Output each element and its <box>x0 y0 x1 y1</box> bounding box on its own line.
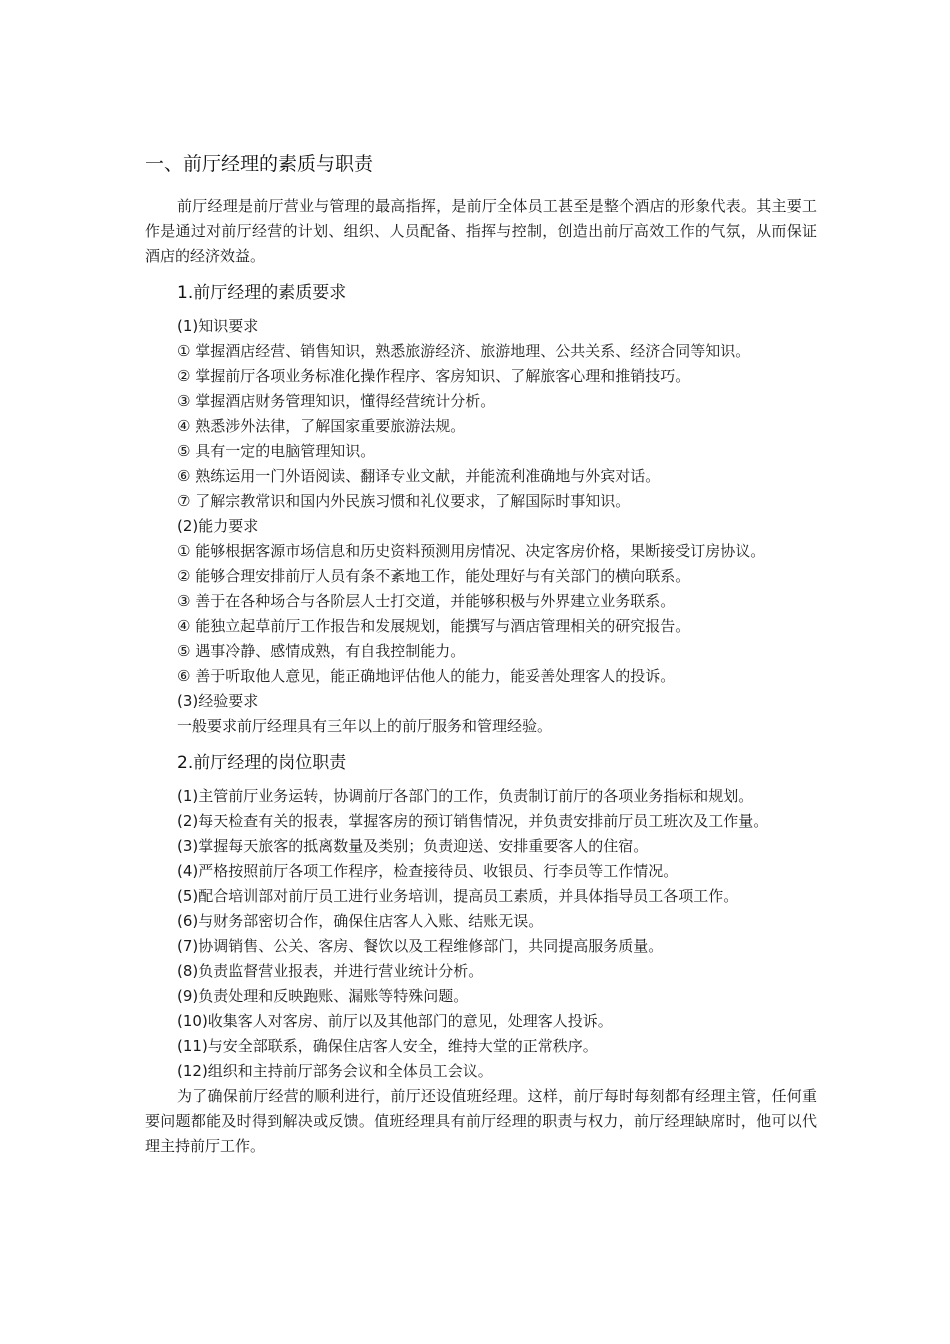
knowledge-item: ⑤ 具有一定的电脑管理知识。 <box>177 442 376 460</box>
knowledge-item: ③ 掌握酒店财务管理知识，懂得经营统计分析。 <box>177 392 496 410</box>
ability-item: ⑤ 遇事冷静、感情成熟，有自我控制能力。 <box>177 642 466 660</box>
duty-item: (3)掌握每天旅客的抵离数量及类别；负责迎送、安排重要客人的住宿。 <box>177 837 649 855</box>
duty-item: (12)组织和主持前厅部务会议和全体员工会议。 <box>177 1062 493 1080</box>
duty-item: (6)与财务部密切合作，确保住店客人入账、结账无误。 <box>177 912 544 930</box>
ability-item: ④ 能独立起草前厅工作报告和发展规划，能撰写与酒店管理相关的研究报告。 <box>177 617 691 635</box>
duty-item: (2)每天检查有关的报表，掌握客房的预订销售情况，并负责安排前厅员工班次及工作量。 <box>177 812 769 830</box>
duty-item: (11)与安全部联系，确保住店客人安全，维持大堂的正常秩序。 <box>177 1037 598 1055</box>
experience-label: (3)经验要求 <box>177 692 259 710</box>
section-2-title: 2.前厅经理的岗位职责 <box>177 753 347 773</box>
duty-item: (5)配合培训部对前厅员工进行业务培训，提高员工素质，并具体指导员工各项工作。 <box>177 887 739 905</box>
duty-item: (10)收集客人对客房、前厅以及其他部门的意见，处理客人投诉。 <box>177 1012 613 1030</box>
knowledge-item: ⑥ 熟练运用一门外语阅读、翻译专业文献，并能流利准确地与外宾对话。 <box>177 467 661 485</box>
ability-item: ⑥ 善于听取他人意见，能正确地评估他人的能力，能妥善处理客人的投诉。 <box>177 667 676 685</box>
ability-item: ① 能够根据客源市场信息和历史资料预测用房情况、决定客房价格，果断接受订房协议。 <box>177 542 766 560</box>
intro-paragraph: 前厅经理是前厅营业与管理的最高指挥，是前厅全体员工甚至是整个酒店的形象代表。其主要工作是通过对前厅经营的计划、组织、人员配备、指挥与控制，创造出前厅高效工作的气氛，从而保证酒店的经济效益。 <box>145 197 817 265</box>
ability-label: (2)能力要求 <box>177 517 259 535</box>
duty-item: (1)主管前厅业务运转，协调前厅各部门的工作，负责制订前厅的各项业务指标和规划。 <box>177 787 754 805</box>
knowledge-item: ② 掌握前厅各项业务标准化操作程序、客房知识、了解旅客心理和推销技巧。 <box>177 367 691 385</box>
knowledge-item: ④ 熟悉涉外法律，了解国家重要旅游法规。 <box>177 417 466 435</box>
knowledge-label: (1)知识要求 <box>177 317 259 335</box>
duty-item: (4)严格按照前厅各项工作程序，检查接待员、收银员、行李员等工作情况。 <box>177 862 679 880</box>
document-page <box>145 150 817 1159</box>
knowledge-item: ① 掌握酒店经营、销售知识，熟悉旅游经济、旅游地理、公共关系、经济合同等知识。 <box>177 342 751 360</box>
closing-paragraph: 为了确保前厅经营的顺利进行，前厅还设值班经理。这样，前厅每时每刻都有经理主管，任何重要问题都能及时得到解决或反馈。值班经理具有前厅经理的职责与权力，前厅经理缺席时，他可以代理主持前厅工作。 <box>145 1087 817 1155</box>
duty-item: (9)负责处理和反映跑账、漏账等特殊问题。 <box>177 987 469 1005</box>
ability-item: ② 能够合理安排前厅人员有条不紊地工作，能处理好与有关部门的横向联系。 <box>177 567 691 585</box>
ability-item: ③ 善于在各种场合与各阶层人士打交道，并能够积极与外界建立业务联系。 <box>177 592 676 610</box>
page-title: 一、前厅经理的素质与职责 <box>145 153 374 175</box>
experience-text: 一般要求前厅经理具有三年以上的前厅服务和管理经验。 <box>177 717 553 735</box>
duty-item: (8)负责监督营业报表，并进行营业统计分析。 <box>177 962 484 980</box>
section-1-title: 1.前厅经理的素质要求 <box>177 283 347 303</box>
duty-item: (7)协调销售、公关、客房、餐饮以及工程维修部门，共同提高服务质量。 <box>177 937 664 955</box>
knowledge-item: ⑦ 了解宗教常识和国内外民族习惯和礼仪要求，了解国际时事知识。 <box>177 492 631 510</box>
